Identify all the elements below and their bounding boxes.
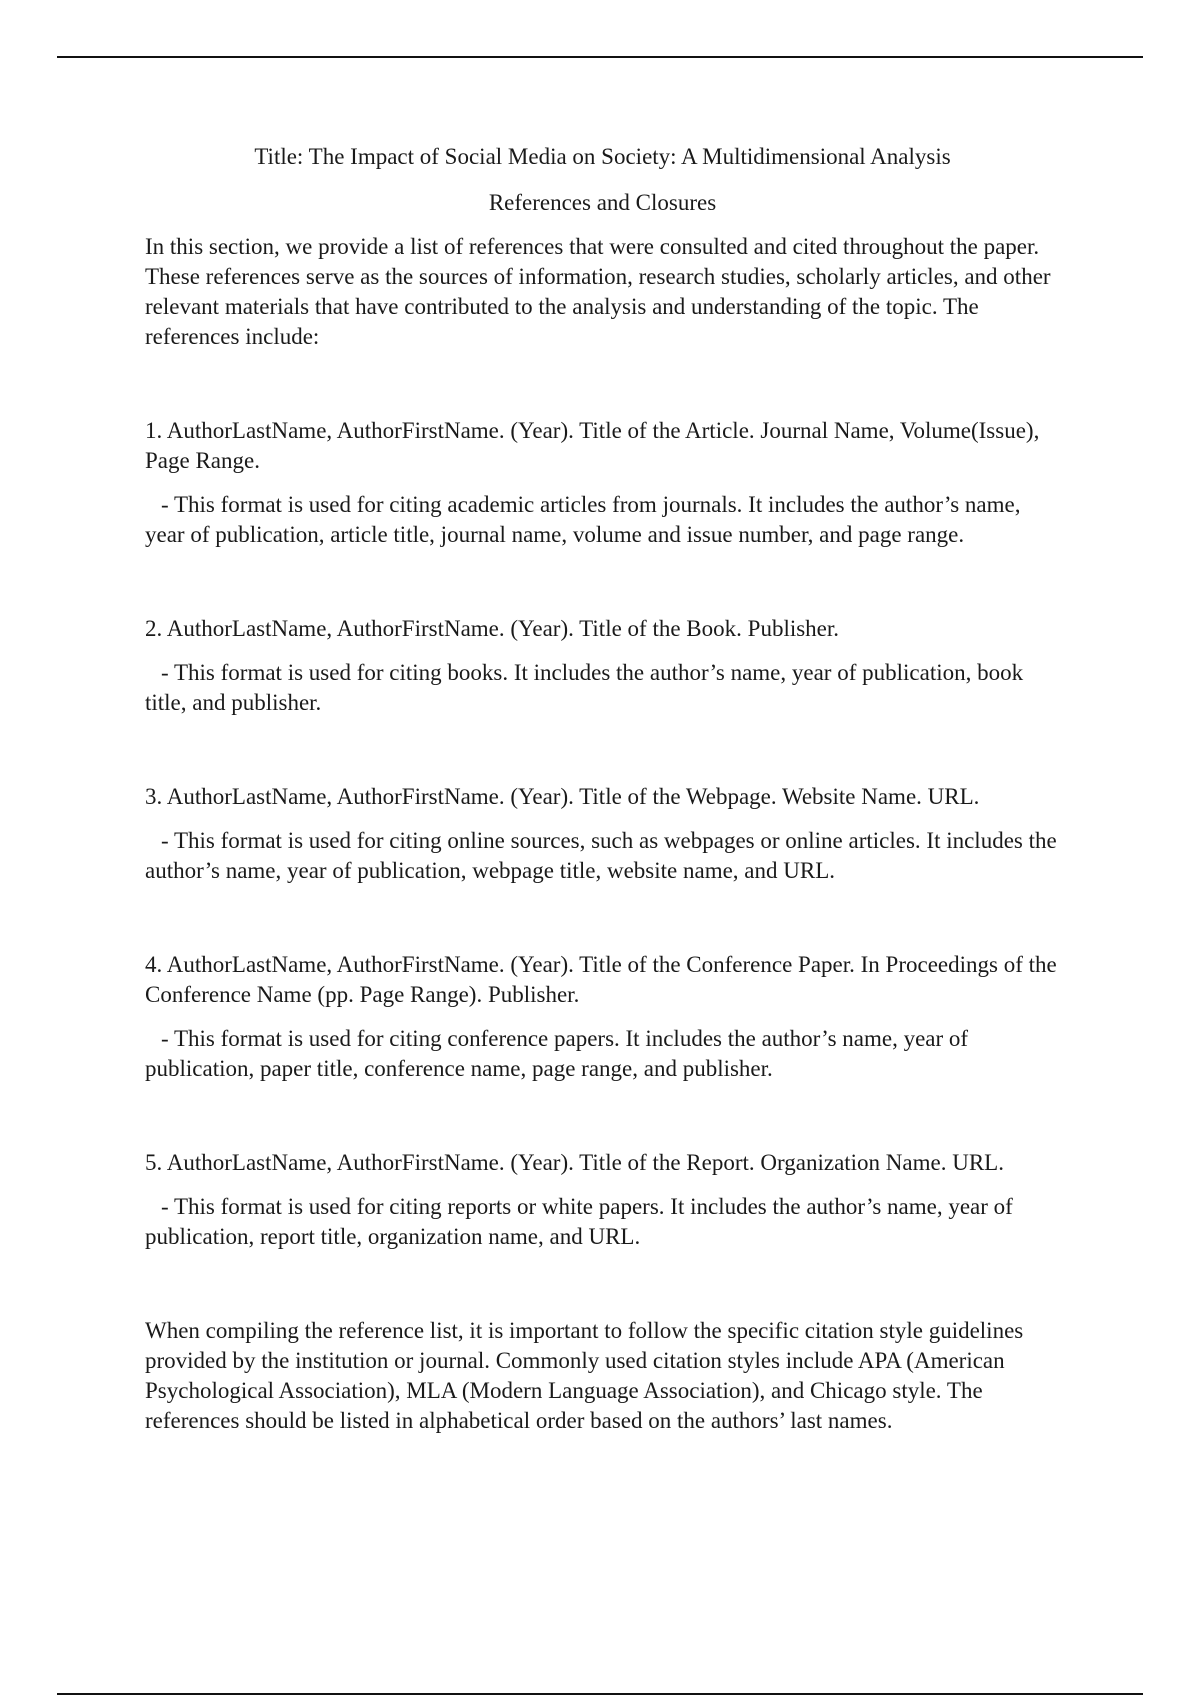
reference-description: - This format is used for citing reports or white papers. It includes the author’s name, year of publication, report title, organization name, and URL. — [145, 1194, 1013, 1249]
reference-description: - This format is used for citing online sources, such as webpages or online articles. It includes the author’s name, year of publication, webpage title, website name, and URL. — [145, 828, 1057, 883]
reference-description: - This format is used for citing conference papers. It includes the author’s name, year of publication, paper title, conference name, page range, and publisher. — [145, 1026, 969, 1081]
reference-item-4 — [145, 950, 1060, 1084]
reference-citation: 5. AuthorLastName, AuthorFirstName. (Year). Title of the Report. Organization Name. URL. — [145, 1150, 1004, 1175]
reference-citation: 1. AuthorLastName, AuthorFirstName. (Year). Title of the Article. Journal Name, Volume(Issue), Page Range. — [145, 418, 1040, 473]
document-title: Title: The Impact of Social Media on Society: A Multidimensional Analysis — [254, 144, 951, 169]
reference-citation: 3. AuthorLastName, AuthorFirstName. (Year). Title of the Webpage. Website Name. URL. — [145, 784, 980, 809]
top-divider — [57, 56, 1143, 58]
closing-paragraph: When compiling the reference list, it is important to follow the specific citation style guidelines provided by the institution or journal. Commonly used citation styles include APA (American Psychological Association), MLA (Modern Language Association), and Chicago style. The references should be listed in alphabetical order based on the authors’ last names. — [145, 1318, 1024, 1433]
reference-item-1 — [145, 416, 1060, 550]
reference-citation: 2. AuthorLastName, AuthorFirstName. (Year). Title of the Book. Publisher. — [145, 616, 840, 641]
reference-item-3 — [145, 782, 1060, 886]
intro-paragraph: In this section, we provide a list of references that were consulted and cited throughout the paper. These references serve as the sources of information, research studies, scholarly articles, and other relevant materials that have contributed to the analysis and understanding of the topic. The references include: — [145, 234, 1051, 349]
section-heading: References and Closures — [488, 190, 717, 215]
bottom-divider — [57, 1693, 1143, 1695]
reference-description: - This format is used for citing academic articles from journals. It includes the author’s name, year of publication, article title, journal name, volume and issue number, and page range. — [145, 492, 1021, 547]
reference-description: - This format is used for citing books. It includes the author’s name, year of publication, book title, and publisher. — [145, 660, 1024, 715]
reference-item-5 — [145, 1148, 1060, 1252]
reference-citation: 4. AuthorLastName, AuthorFirstName. (Year). Title of the Conference Paper. In Proceedings of the Conference Name (pp. Page Range). Publisher. — [145, 952, 1057, 1007]
document-body — [145, 142, 1060, 1436]
reference-item-2 — [145, 614, 1060, 718]
